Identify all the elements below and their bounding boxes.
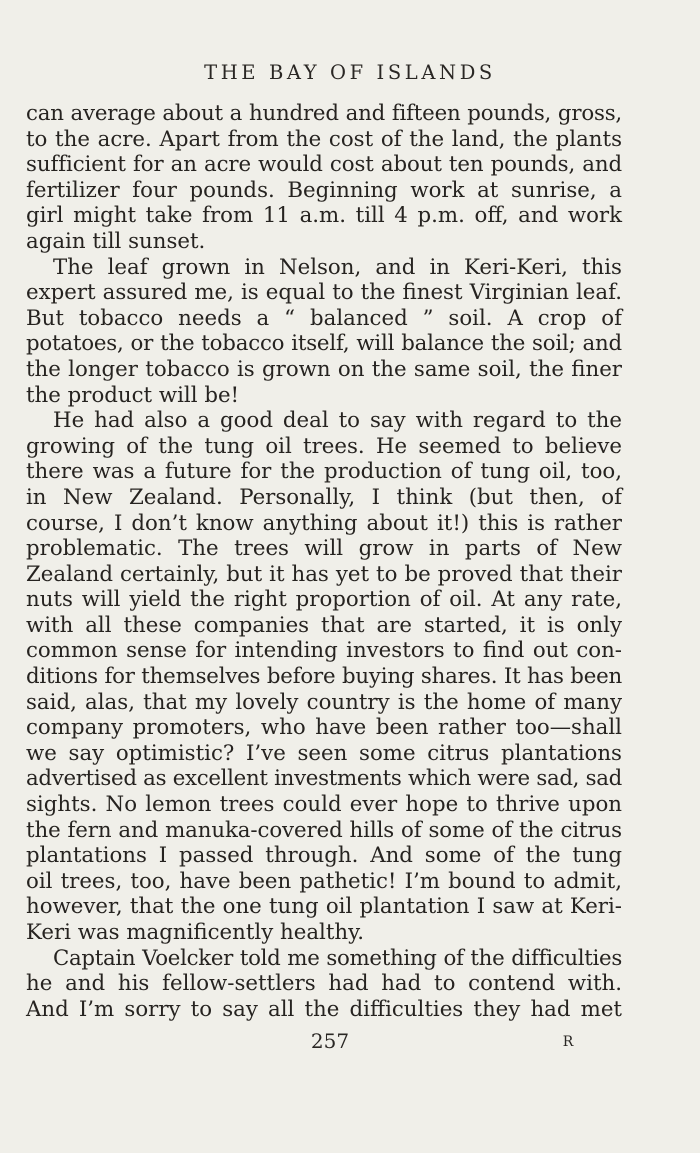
text-line: he and his fellow-settlers had had to contend with. (26, 971, 622, 997)
text-line: fertilizer four pounds. Beginning work at sunrise, a (26, 177, 622, 203)
text-line: potatoes, or the tobacco itself, will balance the soil; and (26, 331, 622, 357)
text-line: He had also a good deal to say with regard to the (53, 408, 622, 434)
text-line: girl might take from 11 a.m. till 4 p.m. off, and work (26, 203, 622, 229)
text-line: Captain Voelcker told me something of the difficulties (53, 945, 622, 971)
text-line: however, that the one tung oil plantation I saw at Keri- (26, 894, 622, 920)
text-line: the product will be! (26, 382, 240, 408)
text-line: again till sunset. (26, 228, 206, 254)
text-line: can average about a hundred and fifteen pounds, gross, (26, 101, 622, 126)
text-line: expert assured me, is equal to the finest Virginian leaf. (26, 280, 622, 306)
text-line: we say optimistic? I’ve seen some citrus plantations (26, 740, 622, 766)
text-line: the fern and manuka-covered hills of some of the citrus (26, 817, 622, 843)
text-line: And I’m sorry to say all the difficulties they had met (26, 996, 622, 1022)
text-line: But tobacco needs a “ balanced ” soil. A crop of (26, 305, 622, 331)
body-text (26, 101, 622, 1022)
text-line: company promoters, who have been rather too—shall (26, 715, 622, 741)
text-line: Keri was magnificently healthy. (26, 920, 365, 945)
text-line: course, I don’t know anything about it!) this is rather (26, 510, 622, 536)
text-line: there was a future for the production of tung oil, too, (26, 459, 622, 485)
text-line: Zealand certainly, but it has yet to be proved that their (26, 561, 622, 587)
signature-mark: R (562, 1034, 574, 1050)
text-line: advertised as excellent investments which were sad, sad (26, 766, 622, 792)
text-line: oil trees, too, have been pathetic! I’m bound to admit, (26, 868, 622, 894)
text-line: with all these companies that are started, it is only (26, 612, 622, 638)
text-line: sufficient for an acre would cost about ten pounds, and (26, 152, 622, 178)
page-number: 257 (310, 1029, 350, 1053)
text-line: growing of the tung oil trees. He seemed to believe (26, 433, 622, 459)
text-line: the longer tobacco is grown on the same soil, the finer (26, 356, 622, 382)
text-line: The leaf grown in Nelson, and in Keri-Keri, this (53, 254, 622, 280)
text-line: problematic. The trees will grow in parts of New (26, 536, 622, 562)
text-line: plantations I passed through. And some of the tung (26, 843, 622, 869)
text-line: in New Zealand. Personally, I think (but then, of (26, 484, 622, 510)
text-line: ditions for themselves before buying shares. It has been (26, 664, 623, 690)
text-line: common sense for intending investors to find out con- (26, 638, 622, 664)
text-line: to the acre. Apart from the cost of the land, the plants (26, 126, 622, 152)
running-head: THE BAY OF ISLANDS (204, 61, 496, 84)
text-line: said, alas, that my lovely country is the home of many (26, 689, 622, 715)
text-line: nuts will yield the right proportion of oil. At any rate, (26, 587, 622, 613)
text-line: sights. No lemon trees could ever hope to thrive upon (26, 792, 622, 818)
